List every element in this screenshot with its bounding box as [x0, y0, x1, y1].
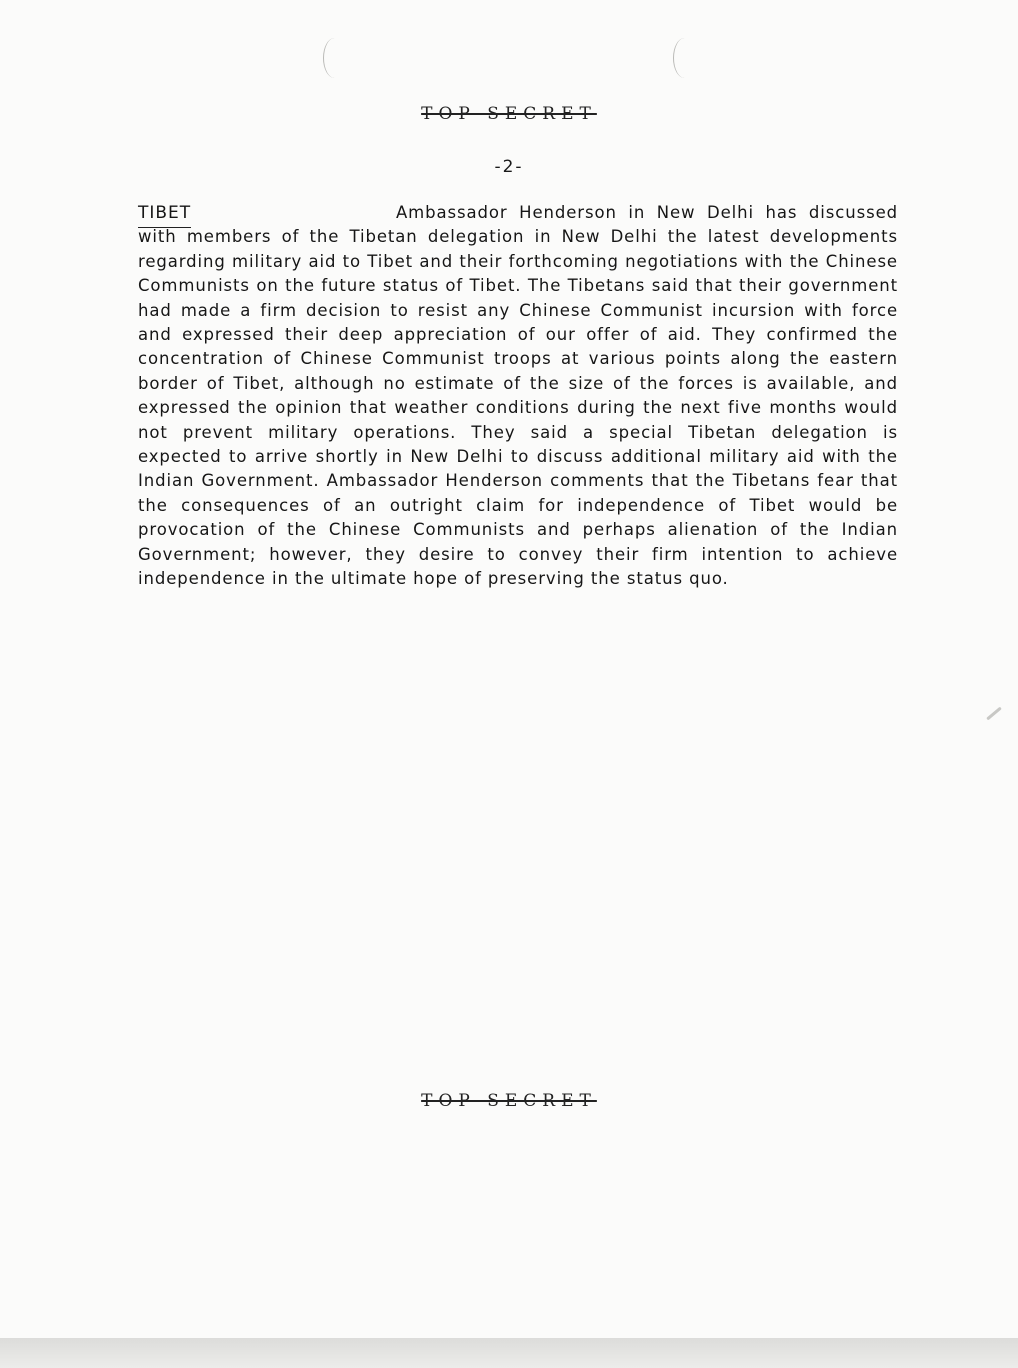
- section-heading: TIBET: [138, 203, 191, 228]
- punch-hole-left: [323, 38, 346, 78]
- scanner-background: [0, 1338, 1018, 1368]
- page-number: -2-: [494, 157, 524, 177]
- classification-marking-bottom: [0, 1091, 1018, 1111]
- smudge-mark: [986, 707, 1002, 721]
- classification-marking-top: [0, 104, 1018, 124]
- classification-text-top: TOP SECRET: [421, 104, 597, 124]
- body-paragraph: Ambassador Henderson in New Delhi has discussed with members of the Tibetan delegation in New Delhi the latest developments regarding military aid to Tibet and their forthcoming negotiations with the Chinese Communists on the future status of Tibet. The Tibetans said that their government had made a firm decision to resist any Chinese Communist incursion with force and expressed their deep appreciation of our offer of aid. They confirmed the concentration of Chinese Communist troops at various points along the eastern border of Tibet, although no estimate of the size of the forces is available, and expressed the opinion that weather conditions during the next five months would not prevent military operations. They said a special Tibetan delegation is expected to arrive shortly in New Delhi to discuss additional military aid with the Indian Government. Ambassador Henderson comments that the Tibetans fear that the consequences of an outright claim for independence of Tibet would be provocation of the Chinese Communists and perhaps alienation of the Indian Government; however, they desire to convey their firm intention to achieve independence in the ultimate hope of preserving the status quo.: [138, 203, 898, 589]
- classification-text-bottom: TOP SECRET: [421, 1091, 597, 1111]
- punch-hole-right: [673, 38, 696, 78]
